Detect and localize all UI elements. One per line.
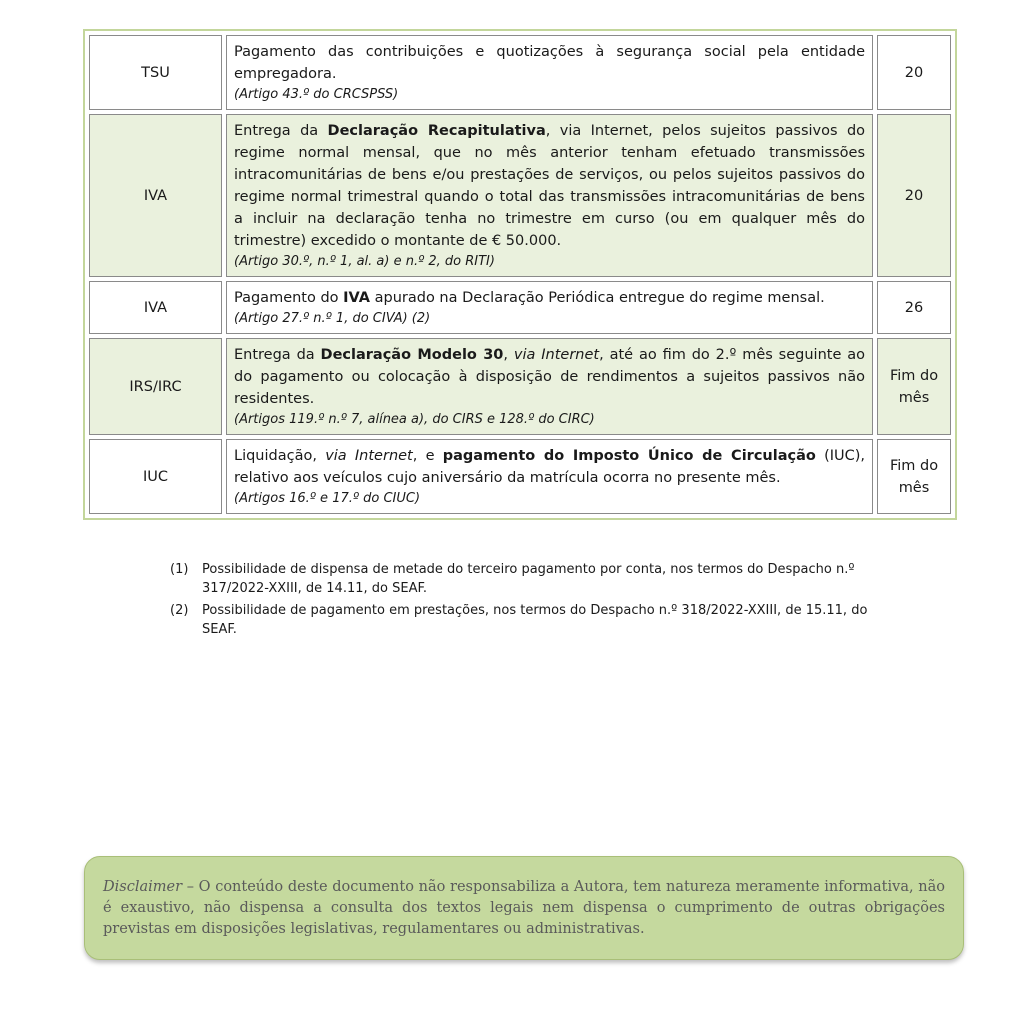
description-italic: via Internet: [513, 347, 600, 363]
description-bold: pagamento do Imposto Único de Circulação: [442, 448, 816, 464]
table-row: [89, 114, 951, 277]
description-text: (IUC), relativo aos veículos cujo aniversário da matrícula ocorra no presente mês.: [234, 448, 866, 486]
table-row: [89, 281, 951, 334]
deadline-cell: 20: [877, 114, 951, 277]
description-text: Liquidação,: [234, 448, 326, 464]
description-text: Entrega da: [234, 347, 321, 363]
obligations-table: [83, 29, 957, 520]
disclaimer-text: – O conteúdo deste documento não responsabiliza a Autora, tem natureza meramente informativa, não é exaustivo, não dispensa a consulta dos textos legais nem dispensa o cumprimento de outras obrigações previstas em disposições legislativas, regulamentares ou administrativas.: [103, 879, 945, 937]
description-cell: [226, 338, 873, 435]
description-text: apurado na Declaração Periódica entregue do regime mensal.: [370, 290, 825, 306]
tax-cell: IRS/IRC: [89, 338, 222, 435]
legal-reference: (Artigo 43.º do CRCSPSS): [234, 87, 399, 102]
deadline-cell: 26: [877, 281, 951, 334]
footnote: [170, 560, 890, 598]
description-text: ,: [503, 347, 514, 363]
footnotes: [170, 560, 890, 642]
description-text: Entrega da: [234, 123, 328, 139]
description-text: , via Internet, pelos sujeitos passivos do regime normal mensal, que no mês anterior tenham efetuado transmissões intracomunitárias de bens e/ou prestações de serviços, ou pelos sujeitos passivos do regime normal trimestral quando o total das transmissões intracomunitárias de bens a incluir na declaração tenha no trimestre em curso (ou em qualquer mês do trimestre) excedido o montante de € 50.000.: [234, 123, 866, 249]
deadline-cell: 20: [877, 35, 951, 110]
footnote-text: Possibilidade de pagamento em prestações, nos termos do Despacho n.º 318/2022-XXIII, de 15.11, do SEAF.: [202, 603, 868, 637]
description-bold: Declaração Modelo 30: [320, 347, 504, 363]
description-text: Pagamento das contribuições e quotizações à segurança social pela entidade empregadora.: [234, 44, 865, 82]
disclaimer-label: Disclaimer: [103, 879, 183, 895]
legal-reference: (Artigo 30.º, n.º 1, al. a) e n.º 2, do RITI): [234, 254, 495, 269]
deadline-cell: Fim do mês: [877, 338, 951, 435]
legal-reference: (Artigos 119.º n.º 7, alínea a), do CIRS e 128.º do CIRC): [234, 412, 595, 427]
legal-reference: (Artigos 16.º e 17.º do CIUC): [234, 491, 421, 506]
footnote-number: (1): [170, 562, 189, 577]
tax-cell: IVA: [89, 114, 222, 277]
table-row: [89, 439, 951, 514]
description-cell: [226, 439, 873, 514]
table-row: [89, 35, 951, 110]
description-text: , e: [412, 448, 443, 464]
table-row: [89, 338, 951, 435]
disclaimer-box: [84, 856, 964, 960]
footnote-text: Possibilidade de dispensa de metade do terceiro pagamento por conta, nos termos do Despacho n.º 317/2022-XXIII, de 14.11, do SEAF.: [202, 562, 855, 596]
description-text: , até ao fim do 2.º mês seguinte ao do pagamento ou colocação à disposição de rendimentos a sujeitos passivos não residentes.: [234, 347, 866, 407]
description-cell: [226, 281, 873, 334]
legal-reference: (Artigo 27.º n.º 1, do CIVA) (2): [234, 311, 431, 326]
description-cell: [226, 35, 873, 110]
description-text: Pagamento do: [234, 290, 344, 306]
description-bold: IVA: [343, 290, 371, 306]
tax-cell: TSU: [89, 35, 222, 110]
tax-cell: IUC: [89, 439, 222, 514]
description-cell: [226, 114, 873, 277]
description-italic: via Internet: [325, 448, 413, 464]
deadline-cell: Fim do mês: [877, 439, 951, 514]
footnote-number: (2): [170, 603, 189, 618]
tax-cell: IVA: [89, 281, 222, 334]
description-bold: Declaração Recapitulativa: [327, 123, 546, 139]
footnote: [170, 601, 890, 639]
